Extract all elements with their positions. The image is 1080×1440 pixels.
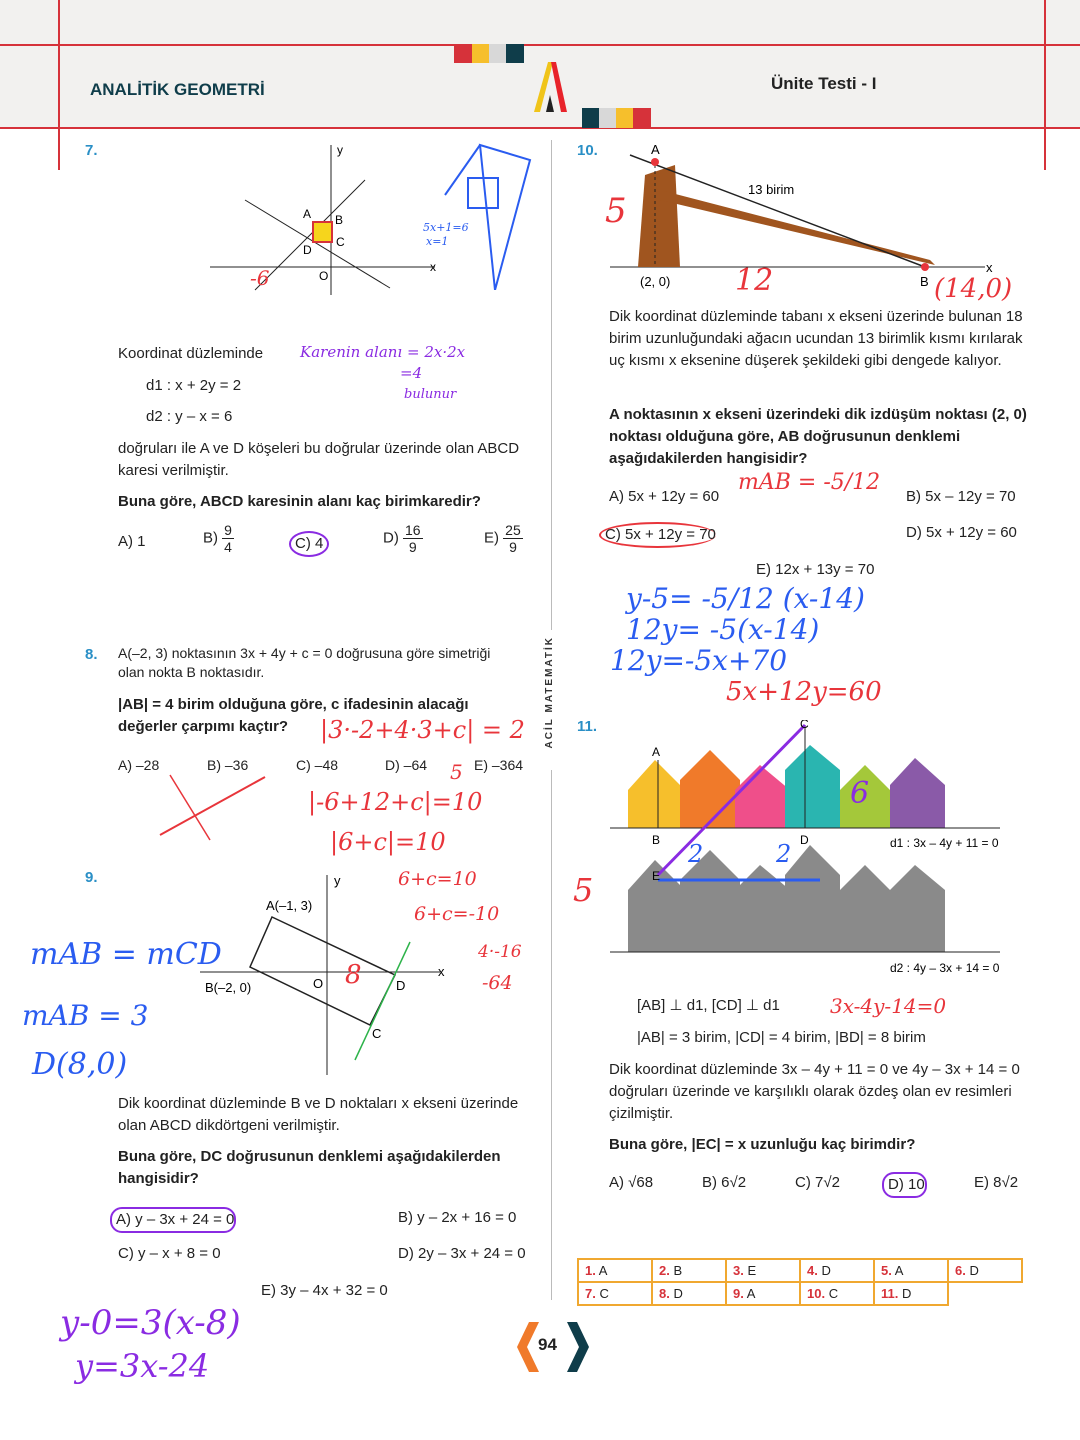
label-y: y xyxy=(334,873,341,888)
handwriting: 2 xyxy=(776,840,792,868)
q11-option-d[interactable]: D) 10 xyxy=(882,1172,927,1198)
label-a: A xyxy=(652,745,661,759)
label-b: B xyxy=(920,274,929,289)
q11-option-b[interactable]: B) 6√2 xyxy=(702,1174,747,1191)
handwriting: 12y= -5(x-14) xyxy=(626,613,820,646)
handwriting: 3x-4y-14=0 xyxy=(830,994,947,1018)
q7-d2: d2 : y – x = 6 xyxy=(146,408,233,425)
q10-option-a[interactable]: A) 5x + 12y = 60 xyxy=(609,488,720,505)
handwriting: |-6+12+c|=10 xyxy=(308,788,483,816)
answer-key-cell: 8. D xyxy=(652,1282,726,1305)
label-y: y xyxy=(337,143,343,157)
column-divider xyxy=(551,140,552,630)
handwriting: 6+c=-10 xyxy=(414,903,500,925)
handwriting: (14,0) xyxy=(934,274,1013,304)
handwriting: y-5= -5/12 (x-14) xyxy=(626,582,865,615)
answer-key-cell: 7. C xyxy=(578,1282,652,1305)
label-d: D xyxy=(303,243,312,257)
q11-number: 11. xyxy=(577,718,598,735)
q7-d1: d1 : x + 2y = 2 xyxy=(146,377,242,394)
answer-key-cell: 3. E xyxy=(726,1259,800,1282)
handwriting: 2 xyxy=(688,840,704,868)
handwriting: 12 xyxy=(735,263,774,298)
q9-option-e[interactable]: E) 3y – 4x + 32 = 0 xyxy=(261,1282,388,1299)
q9-figure xyxy=(200,870,450,1080)
label-o: O xyxy=(313,976,324,991)
handwriting: y=3x-24 xyxy=(75,1347,210,1385)
handwriting: mAB = 3 xyxy=(22,999,149,1032)
label-c: C xyxy=(336,235,345,249)
q10-option-d[interactable]: D) 5x + 12y = 60 xyxy=(906,524,1017,541)
handwriting: -6 xyxy=(250,266,270,290)
answer-key-cell: 2. B xyxy=(652,1259,726,1282)
handwriting: 5 xyxy=(605,191,627,231)
label-a: A xyxy=(651,142,660,157)
margin-line-right xyxy=(1044,0,1046,170)
handwriting: mAB = mCD xyxy=(30,937,222,972)
handwriting: 4·-16 xyxy=(478,942,522,962)
q7-sketch xyxy=(440,140,540,290)
q11-option-c[interactable]: C) 7√2 xyxy=(795,1174,840,1191)
q9-question: Buna göre, DC doğrusunun denklemi aşağıdakilerden hangisidir? xyxy=(118,1148,501,1187)
q7-option-c[interactable]: C) 4 xyxy=(289,531,329,557)
handwriting: 6 xyxy=(850,776,870,811)
handwriting: 8 xyxy=(345,960,362,990)
label-length: 13 birim xyxy=(748,182,795,197)
label-b: B xyxy=(335,213,344,227)
q11-question: Buna göre, |EC| = x uzunluğu kaç birimdir? xyxy=(609,1136,916,1153)
house-row-top xyxy=(628,745,945,828)
label-x: x xyxy=(438,964,445,979)
q9-text: Dik koordinat düzleminde B ve D noktaları x ekseni üzerinde olan ABCD dikdörtgeni verilmiştir. xyxy=(118,1095,519,1134)
handwriting: 5 xyxy=(450,760,463,784)
q7-option-b[interactable]: B) $\frac{9}{4}$ xyxy=(203,522,232,555)
q8-option-e[interactable]: E) –364 xyxy=(474,757,524,773)
handwriting: x=1 xyxy=(426,235,449,248)
q9-option-c[interactable]: C) y – x + 8 = 0 xyxy=(118,1245,221,1262)
q10-question: A noktasının x ekseni üzerindeki dik izdüşüm noktası (2, 0) noktası olduğuna göre, AB doğrusunun denklemi aşağıdakilerden hangisidir? xyxy=(609,406,1027,467)
label-c: C xyxy=(372,1026,382,1041)
handwriting: D(8,0) xyxy=(32,1047,128,1082)
label-a: A(–1, 3) xyxy=(266,898,313,913)
label-a: A xyxy=(303,207,312,221)
q11-given-2: |AB| = 3 birim, |CD| = 4 birim, |BD| = 8 birim xyxy=(637,1029,926,1046)
label-d: D xyxy=(800,833,809,847)
handwriting: -64 xyxy=(482,972,513,994)
q10-number: 10. xyxy=(577,142,598,159)
q11-option-a[interactable]: A) √68 xyxy=(609,1174,654,1191)
q10-figure xyxy=(600,140,1000,290)
q7-option-a[interactable]: A) 1 xyxy=(118,533,146,550)
q7-option-e[interactable]: E) $\frac{25}{9}$ xyxy=(484,522,521,555)
side-brand-text: ACİL MATEMATİK xyxy=(544,636,555,749)
answer-key-cell: 4. D xyxy=(800,1259,874,1282)
page-number: 94 xyxy=(538,1335,557,1354)
q8-option-d[interactable]: D) –64 xyxy=(385,757,428,773)
q9-option-d[interactable]: D) 2y – 3x + 24 = 0 xyxy=(398,1245,526,1262)
handwriting: 12y=-5x+70 xyxy=(610,644,788,677)
handwriting: mAB = -5/12 xyxy=(738,470,881,495)
answer-key-empty-cell xyxy=(948,1282,1022,1305)
q10-option-e[interactable]: E) 12x + 13y = 70 xyxy=(756,561,875,578)
label-b: B(–2, 0) xyxy=(205,980,252,995)
q11-text: Dik koordinat düzleminde 3x – 4y + 11 = 0 ve 4y – 3x + 14 = 0 doğruları üzerinde ve karşılıklı olarak özdeş olan ev resimleri çizilmiştir. xyxy=(609,1061,1020,1122)
q10-option-b[interactable]: B) 5x – 12y = 70 xyxy=(906,488,1016,505)
subject-title: ANALİTİK GEOMETRİ xyxy=(90,80,265,99)
q11-figure xyxy=(600,720,1020,980)
answer-key-cell: 11. D xyxy=(874,1282,948,1305)
label-origin: (2, 0) xyxy=(640,274,671,289)
q8-option-b[interactable]: B) –36 xyxy=(207,757,249,773)
brand-logo xyxy=(450,40,660,130)
q8-number: 8. xyxy=(85,646,98,663)
handwriting: Karenin alanı = 2x·2x xyxy=(300,343,466,361)
label-e: E xyxy=(652,869,661,883)
label-d: D xyxy=(396,978,406,993)
q7-number: 7. xyxy=(85,142,98,159)
answer-key-cell: 9. A xyxy=(726,1282,800,1305)
q9-option-a[interactable]: A) y – 3x + 24 = 0 xyxy=(110,1207,236,1233)
q8-text: A(–2, 3) noktasının 3x + 4y + c = 0 doğrusuna göre simetriği olan nokta B noktasıdır. xyxy=(118,645,491,680)
q8-option-c[interactable]: C) –48 xyxy=(296,757,339,773)
answer-key-table xyxy=(577,1258,1023,1306)
q7-figure xyxy=(205,140,445,300)
handwriting: y-0=3(x-8) xyxy=(60,1303,241,1343)
handwriting: 5x+12y=60 xyxy=(726,677,882,707)
q9-number: 9. xyxy=(85,869,98,886)
label-d1: d1 : 3x – 4y + 11 = 0 xyxy=(890,836,999,850)
handwriting: 5x+1=6 xyxy=(423,221,469,234)
label-x: x xyxy=(430,260,436,274)
handwriting: |6+c|=10 xyxy=(330,828,446,856)
answer-key-cell: 5. A xyxy=(874,1259,948,1282)
q7-question: Buna göre, ABCD karesinin alanı kaç birimkaredir? xyxy=(118,493,481,510)
q7-text: doğruları ile A ve D köşeleri bu doğrular üzerinde olan ABCD karesi verilmiştir. xyxy=(118,440,520,479)
q9-option-b[interactable]: B) y – 2x + 16 = 0 xyxy=(398,1209,517,1226)
answer-key-cell: 10. C xyxy=(800,1282,874,1305)
answer-key-cell: 6. D xyxy=(948,1259,1022,1282)
q7-option-d[interactable]: D) $\frac{16}{9}$ xyxy=(383,522,421,555)
q11-given-1: [AB] ⊥ d1, [CD] ⊥ d1 xyxy=(637,997,780,1014)
answer-key-cell: 1. A xyxy=(578,1259,652,1282)
handwriting: |3·-2+4·3+c| = 2 xyxy=(320,716,525,744)
label-c: C xyxy=(800,720,809,731)
q8-option-a[interactable]: A) –28 xyxy=(118,757,160,773)
column-divider xyxy=(551,770,552,1300)
q8-question: |AB| = 4 birim olduğuna göre, c ifadesinin alacağı değerler çarpımı kaçtır? xyxy=(118,696,469,735)
margin-line-left xyxy=(58,0,60,170)
q7-intro: Koordinat düzleminde xyxy=(118,345,264,362)
q11-option-e[interactable]: E) 8√2 xyxy=(974,1174,1019,1191)
label-o: O xyxy=(319,269,329,283)
handwriting: 6+c=10 xyxy=(398,868,477,890)
handwriting: bulunur xyxy=(404,387,457,402)
label-b: B xyxy=(652,833,661,847)
q10-text: Dik koordinat düzleminde tabanı x ekseni üzerinde bulunan 18 birim uzunluğundaki ağacın ucundan 13 birimlik kısmı kırılarak uç kısmı x eksenine düşerek şekildeki gibi dengede kalıyor. xyxy=(609,308,1023,369)
q8-sketch xyxy=(150,765,270,855)
q10-option-c[interactable]: C) 5x + 12y = 70 xyxy=(599,522,716,548)
label-x: x xyxy=(986,260,993,275)
test-title: Ünite Testi - I xyxy=(771,74,877,93)
label-d2: d2 : 4y – 3x + 14 = 0 xyxy=(890,961,1000,975)
handwriting: 5 xyxy=(573,871,594,909)
handwriting: =4 xyxy=(400,364,423,382)
